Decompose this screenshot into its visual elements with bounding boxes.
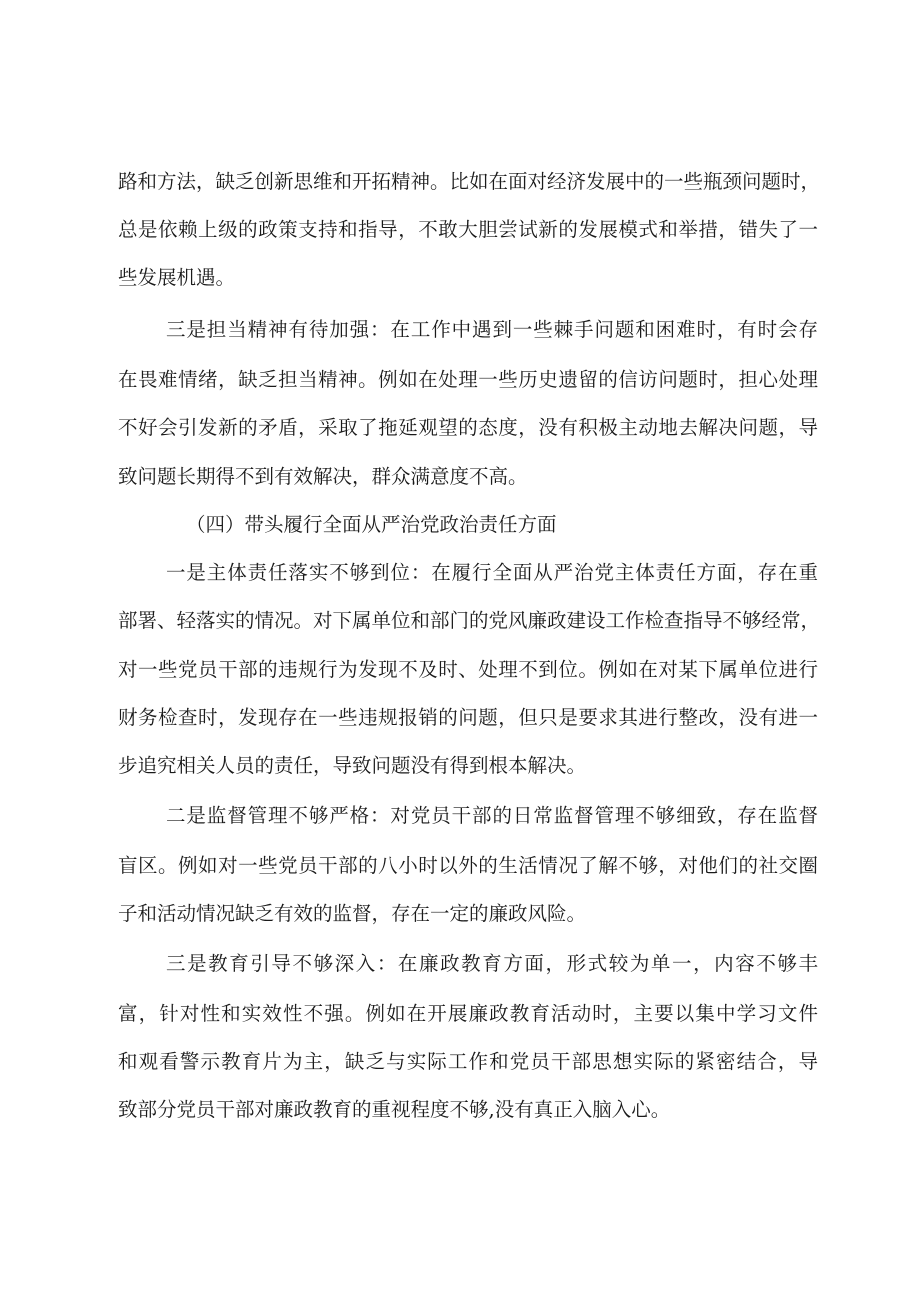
- text-line: 步追究相关人员的责任，导致问题没有得到根本解决。: [118, 754, 587, 777]
- section-heading: （四）带头履行全面从严治党政治责任方面: [186, 513, 557, 536]
- text-line: 三是担当精神有待加强：在工作中遇到一些棘手问题和困难时，有时会存: [166, 318, 818, 341]
- text-line: 三是教育引导不够深入：在廉政教育方面，形式较为单一，内容不够丰: [166, 952, 818, 975]
- text-line: 在畏难情绪，缺乏担当精神。例如在处理一些历史遗留的信访问题时，担心处理: [118, 368, 818, 391]
- text-line: 子和活动情况缺乏有效的监督，存在一定的廉政风险。: [118, 902, 587, 925]
- text-line: 富，针对性和实效性不强。例如在开展廉政教育活动时，主要以集中学习文件: [118, 1002, 818, 1025]
- text-line: 些发展机遇。: [118, 266, 236, 289]
- text-line: 总是依赖上级的政策支持和指导，不敢大胆尝试新的发展模式和举措，错失了一: [118, 218, 818, 241]
- text-line: 对一些党员干部的违规行为发现不及时、处理不到位。例如在对某下属单位进行: [118, 658, 818, 681]
- text-line: 致问题长期得不到有效解决，群众满意度不高。: [118, 465, 528, 488]
- text-line: 一是主体责任落实不够到位：在履行全面从严治党主体责任方面，存在重: [166, 561, 818, 584]
- text-line: 和观看警示教育片为主，缺乏与实际工作和党员干部思想实际的紧密结合，导: [118, 1050, 818, 1073]
- text-line: 致部分党员干部对廉政教育的重视程度不够,没有真正入脑入心。: [118, 1098, 671, 1121]
- text-line: 不好会引发新的矛盾，采取了拖延观望的态度，没有积极主动地去解决问题，导: [118, 416, 818, 439]
- text-line: 盲区。例如对一些党员干部的八小时以外的生活情况了解不够，对他们的社交圈: [118, 854, 818, 877]
- text-line: 路和方法，缺乏创新思维和开拓精神。比如在面对经济发展中的一些瓶颈问题时，: [118, 170, 821, 193]
- text-line: 财务检查时，发现存在一些违规报销的问题，但只是要求其进行整改，没有进一: [118, 706, 818, 729]
- text-line: 二是监督管理不够严格：对党员干部的日常监督管理不够细致，存在监督: [166, 804, 818, 827]
- text-line: 部署、轻落实的情况。对下属单位和部门的党风廉政建设工作检查指导不够经常，: [118, 609, 821, 632]
